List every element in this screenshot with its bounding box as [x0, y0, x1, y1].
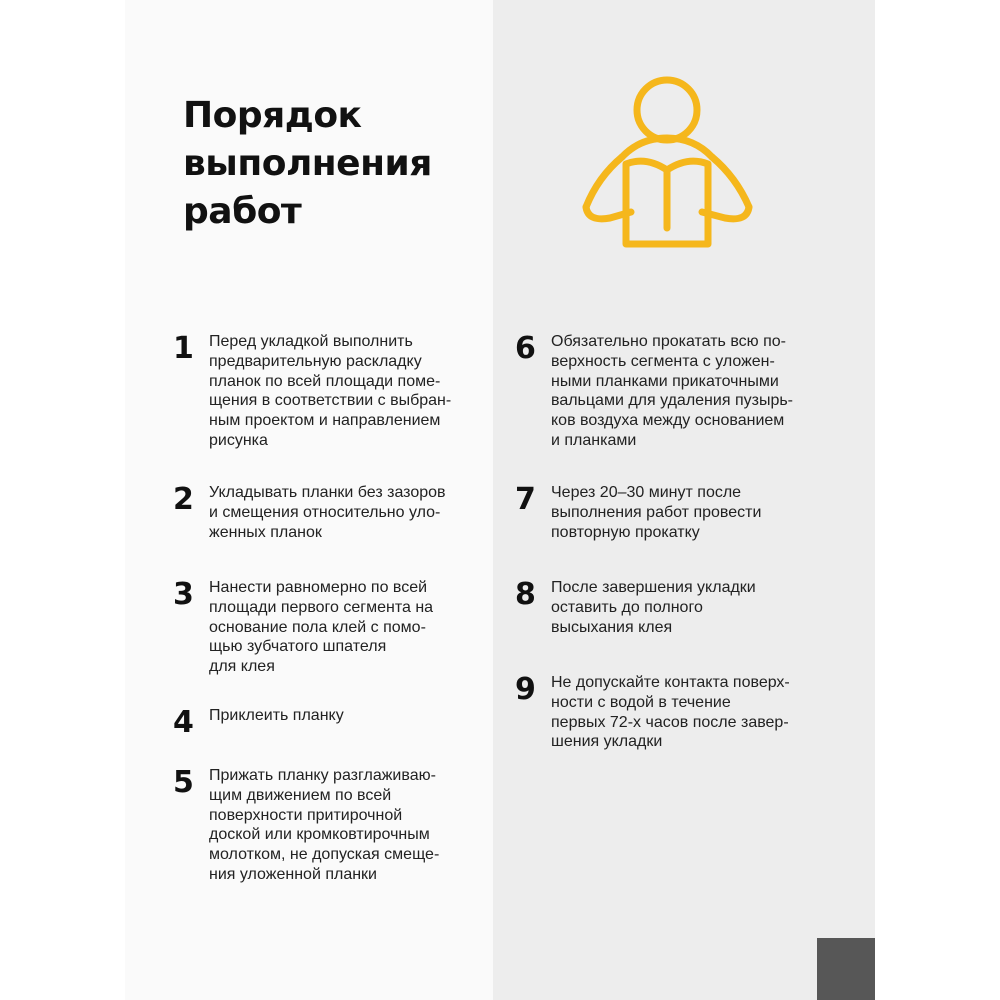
- step-text-line: ков воздуха между основанием: [551, 412, 785, 430]
- step-text: [551, 483, 841, 542]
- step-text-line: Укладывать планки без зазоров: [209, 484, 446, 501]
- step-text-line: основание пола клей с помо-: [209, 618, 426, 636]
- step-number: 6: [515, 331, 536, 366]
- step-text: [551, 673, 841, 752]
- page-title: [183, 92, 483, 236]
- step-text: [209, 578, 499, 677]
- step-text-line: площади первого сегмента на: [209, 598, 434, 616]
- title-line: выполнения: [183, 143, 432, 184]
- step-text: [551, 332, 841, 451]
- step-text-line: Через 20–30 минут после: [551, 484, 742, 501]
- step-text-line: и планками: [551, 431, 637, 449]
- step-text-line: рисунка: [209, 431, 268, 449]
- step-text-line: щью зубчатого шпателя: [209, 638, 387, 656]
- reader-with-book-icon: [578, 72, 758, 252]
- step-number: 8: [515, 577, 536, 612]
- step-text-line: планок по всей площади поме-: [209, 372, 441, 390]
- step-number: 2: [173, 482, 194, 517]
- step-text-line: Не допускайте контакта поверх-: [551, 674, 790, 691]
- step-text-line: Обязательно прокатать всю по-: [551, 333, 786, 350]
- step-text-line: Нанести равномерно по всей: [209, 579, 428, 596]
- step-text-line: молотком, не допуская смеще-: [209, 846, 440, 864]
- step-text-line: поверхности притирочной: [209, 806, 403, 824]
- title-line: Порядок: [183, 95, 362, 136]
- step-text-line: первых 72-х часов после завер-: [551, 713, 789, 731]
- step-text-line: ности с водой в течение: [551, 693, 731, 711]
- step-text-line: выполнения работ провести: [551, 503, 762, 521]
- step-text: [209, 706, 499, 726]
- step-text-line: шения укладки: [551, 733, 663, 751]
- step-text-line: Перед укладкой выполнить: [209, 333, 413, 350]
- step-text-line: Приклеить планку: [209, 707, 344, 724]
- step-text: [209, 332, 499, 451]
- step-text-line: женных планок: [209, 523, 322, 541]
- step-text-line: ным проектом и направлением: [209, 412, 441, 430]
- step-text-line: предварительную раскладку: [209, 352, 422, 370]
- title-line: работ: [183, 191, 302, 232]
- step-text-line: повторную прокатку: [551, 523, 700, 541]
- step-number: 5: [173, 765, 194, 800]
- step-text-line: ния уложенной планки: [209, 865, 377, 883]
- step-number: 3: [173, 577, 194, 612]
- step-text-line: вальцами для удаления пузырь-: [551, 392, 793, 410]
- step-text-line: высыхания клея: [551, 618, 673, 636]
- step-text: [551, 578, 841, 637]
- step-text-line: После завершения укладки: [551, 579, 756, 596]
- step-text-line: и смещения относительно уло-: [209, 503, 441, 521]
- step-text-line: ными планками прикаточными: [551, 372, 779, 390]
- step-text-line: Прижать планку разглаживаю-: [209, 767, 436, 784]
- step-text: [209, 483, 499, 542]
- step-text-line: для клея: [209, 658, 275, 676]
- step-text-line: оставить до полного: [551, 598, 703, 616]
- step-text: [209, 766, 499, 885]
- step-number: 4: [173, 705, 194, 740]
- corner-block: [817, 938, 875, 1000]
- step-number: 9: [515, 672, 536, 707]
- step-number: 7: [515, 482, 536, 517]
- step-text-line: верхность сегмента с уложен-: [551, 352, 775, 370]
- step-text-line: доской или кромковтирочным: [209, 826, 430, 844]
- step-text-line: щения в соответствии с выбран-: [209, 392, 452, 410]
- step-number: 1: [173, 331, 194, 366]
- step-text-line: щим движением по всей: [209, 786, 392, 804]
